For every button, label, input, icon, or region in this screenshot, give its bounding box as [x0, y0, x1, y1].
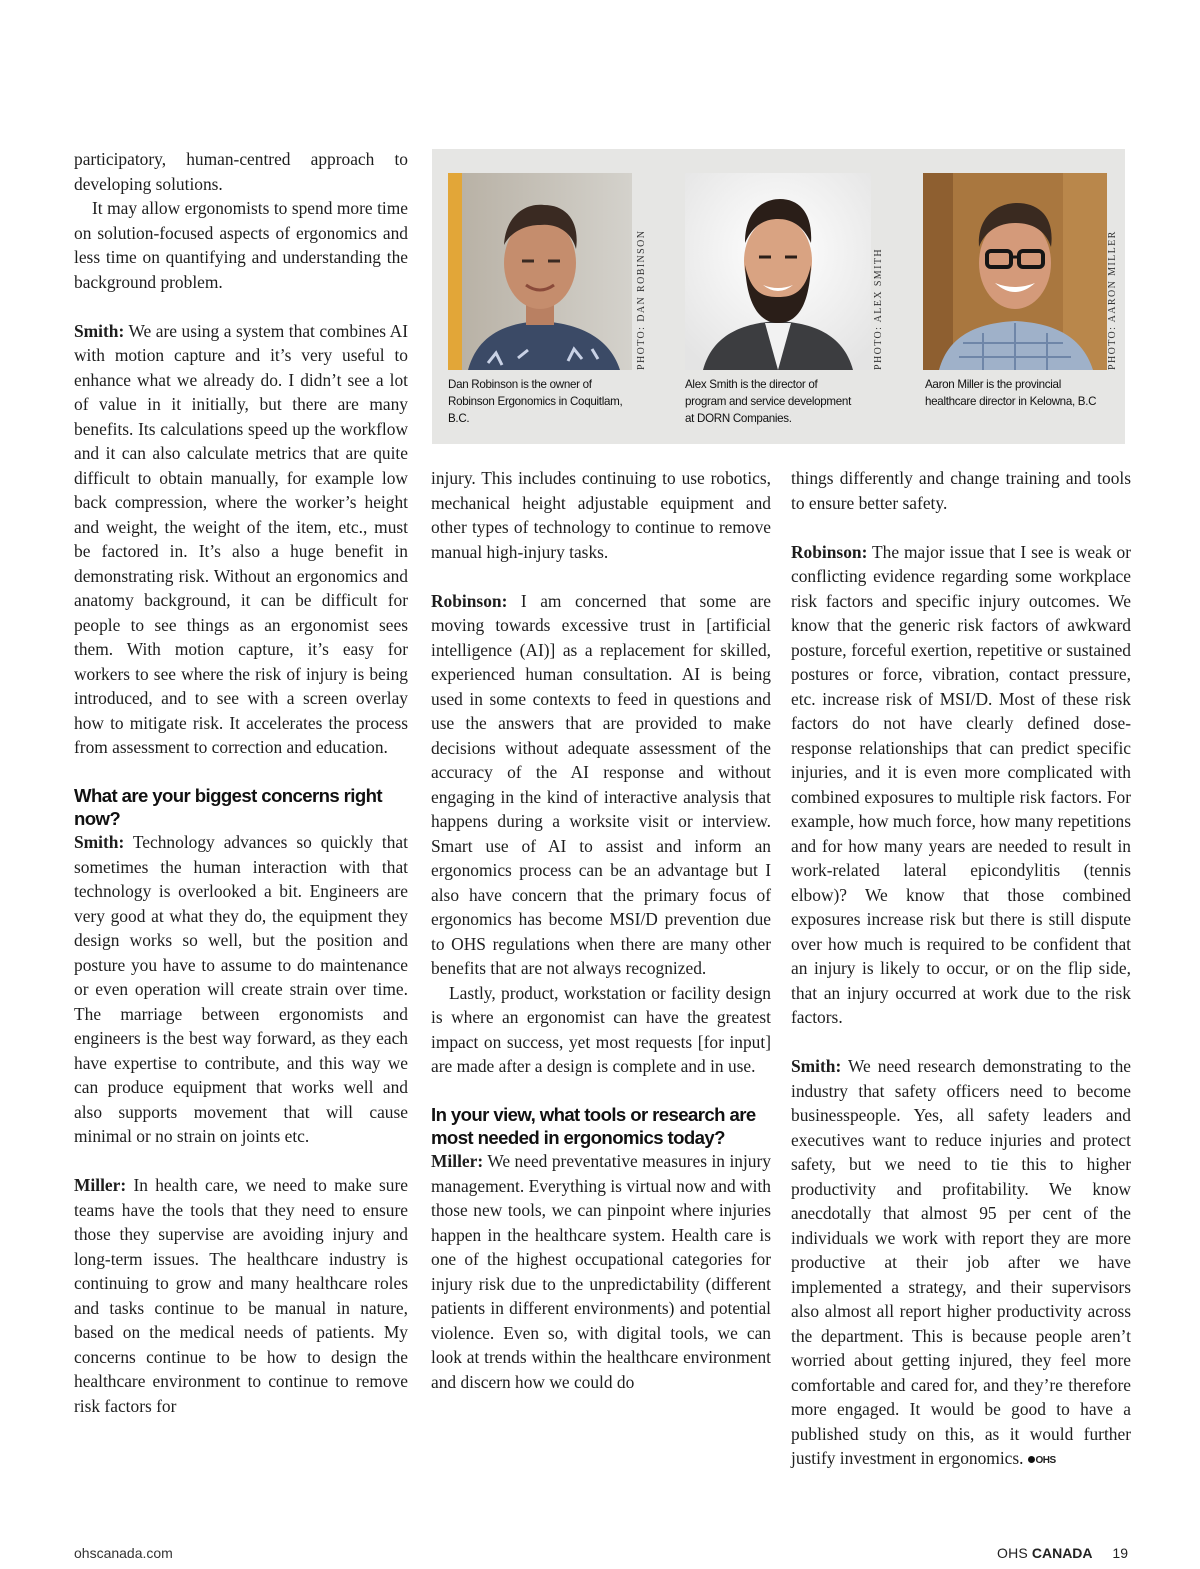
paragraph-text: We need preventative measures in injury management. Everything is virtual now and with those new tools, we can pinpoint where injuries happen in the healthcare system. Health care is one of the highest occupational categories for injury risk due to the unpredictability (different patients in different environments) and potential violence. Even so, with digital tools, we can look at trends within the healthcare environment and discern how we could do — [431, 1151, 771, 1392]
page-number: 19 — [1112, 1545, 1128, 1561]
speaker-name: Smith: — [791, 1056, 842, 1076]
section-heading: What are your biggest concerns right now? — [74, 785, 382, 829]
magazine-name-bold: CANADA — [1031, 1545, 1093, 1561]
paragraph-text: We need research demonstrating to the industry that safety officers need to become businesspeople. Yes, all safety leaders and executives want to reduce injuries and protect safety, but we need to tie this to higher productivity and profitability. We know anecdotally that almost 95 per cent of the individuals we work with report they are more productive at their job after we have implemented a strategy, and their supervisors also almost all report higher productivity across the department. This is because people aren’t worried about getting injured, they feel more comfortable and cared for, and they’re therefore more engaged. It would be good to have a published study on this, as it would further justify investment in ergonomics. — [791, 1056, 1131, 1468]
paragraph — [791, 540, 1131, 1030]
photo-caption: Alex Smith is the director of program and service development at DORN Companies. — [685, 378, 851, 425]
article-column-3 — [791, 466, 1131, 1474]
end-of-article-mark — [1028, 1449, 1056, 1474]
portrait-photo-miller — [923, 173, 1107, 370]
portrait-photo-robinson — [448, 173, 632, 370]
paragraph — [74, 1173, 408, 1418]
speaker-name: Smith: — [74, 320, 125, 341]
article-column-1 — [74, 147, 408, 1418]
speaker-name: Robinson: — [431, 590, 508, 611]
speaker-name: Miller: — [74, 1175, 127, 1195]
paragraph — [791, 1054, 1131, 1474]
paragraph — [431, 589, 771, 981]
photo-credit: PHOTO: ALEX SMITH — [873, 248, 884, 370]
paragraph: Lastly, product, workstation or facility design is where an ergonomist can have the greatest impact on success, yet most requests [for input] are made after a design is complete and in use. — [431, 982, 771, 1076]
paragraph: injury. This includes continuing to use robotics, mechanical height adjustable equipment and other types of technology to continue to remove manual high-injury tasks. — [431, 468, 771, 562]
section-heading: In your view, what tools or research are most needed in ergonomics today? — [431, 1104, 756, 1148]
portrait-photo-smith — [685, 173, 871, 370]
speaker-name: Robinson: — [791, 541, 868, 562]
photo-credit: PHOTO: DAN ROBINSON — [636, 229, 647, 370]
speaker-name: Smith: — [74, 832, 125, 852]
article-column-2 — [431, 466, 771, 1394]
photo-credit: PHOTO: AARON MILLER — [1107, 230, 1118, 370]
paragraph-text: In health care, we need to make sure teams have the tools that they need to ensure those they supervise are avoiding injury and long-term issues. The healthcare industry is continuing to grow and many healthcare roles and tasks continue to be manual in nature, based on the medical needs of patients. My concerns continue to be how to design the healthcare environment to continue to remove risk factors for — [74, 1175, 408, 1416]
photo-caption: Aaron Miller is the provincial healthcare director in Kelowna, B.C — [925, 378, 1097, 408]
paragraph: things differently and change training and tools to ensure better safety. — [791, 468, 1131, 513]
paragraph: participatory, human-centred approach to developing solutions. — [74, 149, 408, 194]
photo-caption: Dan Robinson is the owner of Robinson Ergonomics in Coquitlam, B.C. — [448, 378, 623, 425]
paragraph: It may allow ergonomists to spend more time on solution-focused aspects of ergonomics and less time on quantifying and understanding the background problem. — [74, 198, 408, 292]
paragraph — [74, 319, 408, 760]
paragraph — [74, 830, 408, 1149]
footer-website: ohscanada.com — [74, 1545, 173, 1561]
end-mark-text: OHS — [1035, 1455, 1056, 1466]
end-mark-dot-icon — [1028, 1456, 1035, 1463]
footer-folio — [997, 1545, 1128, 1561]
paragraph-text: Technology advances so quickly that sometimes the human interaction with that technology is overlooked a bit. Engineers are very good at what they do, the equipment they design works so well, but the position and posture you have to assume to do maintenance or even operation will create strain over time. The marriage between ergonomists and engineers is the best way forward, as they each have expertise to contribute, and this way we can produce equipment that works well and also supports movement that will cause minimal or no strain on joints etc. — [74, 832, 408, 1146]
paragraph-text: I am concerned that some are moving towards excessive trust in [artificial intelligence (AI)] as a replacement for skilled, experienced human consultation. AI is being used in some contexts to feed in questions and use the answers that are provided to make decisions without adequate assessment of the accuracy of the AI response and without engaging in the kind of interactive analysis that happens during a worksite visit or interview. Smart use of AI to assist and inform an ergonomics process can be an advantage but I also have concern that the primary focus of ergonomics has become MSI/D prevention due to OHS regulations when there are many other benefits that are not always recognized. — [431, 590, 771, 978]
paragraph-text: We are using a system that combines AI with motion capture and it’s very useful to enhance what we already do. I didn’t see a lot of value in it initially, but there are many benefits. Its calculations speed up the workflow and it can also calculate metrics that are quite difficult to obtain manually, for example low back compression, where the worker’s height and weight, the weight of the item, etc., must be factored in. It’s also a huge benefit in demonstrating risk. Without an ergonomics and anatomy background, it can be difficult for people to see things as an ergonomist sees them. With motion capture, it’s easy for workers to see where the risk of injury is being introduced, and to see with a screen overlay how to mitigate risk. It accelerates the process from assessment to correction and education. — [74, 320, 408, 757]
speaker-name: Miller: — [431, 1151, 484, 1171]
photo-panel — [432, 149, 1125, 444]
paragraph-text: The major issue that I see is weak or conflicting evidence regarding some workplace risk factors and specific injury outcomes. We know that the generic risk factors of awkward posture, forceful exertion, repetitive or sustained postures or force, vibration, contact pressure, etc. increase risk of MSI/D. Most of these risk factors do not have clearly defined dose-response relationships that can predict specific injuries, and it is even more complicated with combined exposures to multiple risk factors. For example, how much force, how many repetitions and for how many years are needed to result in work-related lateral epicondylitis (tennis elbow)? We know that those combined exposures increase risk but there is still dispute over how much is required to be confident that an injury is likely to occur, or on the flip side, that an injury occurred at work due to the risk factors. — [791, 541, 1131, 1027]
magazine-name-prefix: OHS — [997, 1545, 1028, 1561]
paragraph — [431, 1149, 771, 1394]
